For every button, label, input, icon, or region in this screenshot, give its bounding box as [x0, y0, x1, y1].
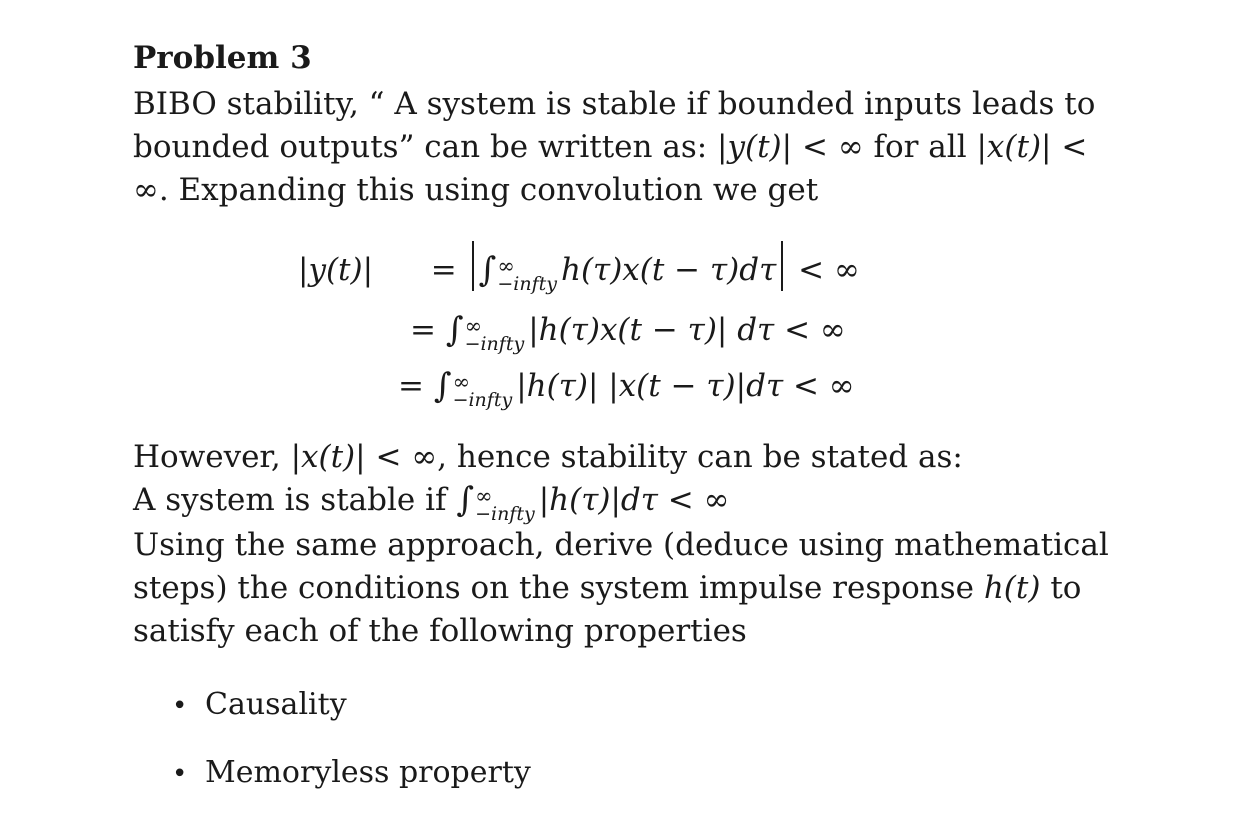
- integral-sign: ∫: [445, 310, 464, 350]
- integral-limits: ∞ −infty: [464, 313, 525, 355]
- bullet-item-memoryless: • Memoryless property: [172, 753, 531, 794]
- intro-line-3: ∞. Expanding this using convolution we get: [133, 172, 819, 208]
- approach-line-3: satisfy each of the following properties: [133, 613, 747, 649]
- integral-limits: ∞ −infty: [497, 253, 557, 295]
- stability-condition-line: A system is stable if ∫ ∞ −infty |h(τ)|dτ < ∞: [133, 480, 730, 525]
- problem-title: Problem 3: [133, 40, 312, 76]
- eq1-integrand: h(τ)x(t − τ)dτ: [560, 252, 777, 288]
- approach-line-1: Using the same approach, derive (deduce using mathematical: [133, 527, 1109, 563]
- equation-line-3: = ∫ ∞ −infty |h(τ)| |x(t − τ)|dτ < ∞: [398, 366, 855, 411]
- abs-x-expression: |x(t)|: [976, 129, 1052, 165]
- bullet-item-causality: • Causality: [172, 685, 347, 726]
- bullet-icon: •: [172, 759, 188, 789]
- approach-line-2: steps) the conditions on the system impulse response h(t) to: [133, 570, 1082, 606]
- eq-lhs: |y(t)|: [298, 252, 374, 288]
- equation-line-1: |y(t)| = ∫ ∞ −infty h(τ)x(t − τ)dτ < ∞: [298, 244, 860, 297]
- eq3-integrand: |h(τ)| |x(t − τ)|dτ: [516, 368, 784, 404]
- bullet-icon: •: [172, 691, 188, 721]
- integral-sign: ∫: [433, 366, 452, 406]
- however-line: However, |x(t)| < ∞, hence stability can be stated as:: [133, 439, 963, 475]
- integral-sign: ∫: [478, 250, 497, 290]
- integral-sign: ∫: [456, 480, 475, 520]
- abs-y-expression: |y(t)|: [717, 129, 793, 165]
- integral-limits: ∞ −infty: [452, 369, 513, 411]
- integral-limits: ∞ −infty: [475, 483, 535, 525]
- equation-line-2: = ∫ ∞ −infty |h(τ)x(t − τ)| dτ < ∞: [410, 310, 846, 355]
- abs-bar-right: [781, 241, 783, 291]
- intro-line-1: BIBO stability, “ A system is stable if bounded inputs leads to: [133, 86, 1096, 122]
- abs-bar-left: [472, 241, 474, 291]
- impulse-response-symbol: h(t): [983, 570, 1041, 606]
- intro-line-2: bounded outputs” can be written as: |y(t)| < ∞ for all |x(t)| <: [133, 129, 1088, 165]
- eq2-integrand: |h(τ)x(t − τ)| dτ: [528, 312, 775, 348]
